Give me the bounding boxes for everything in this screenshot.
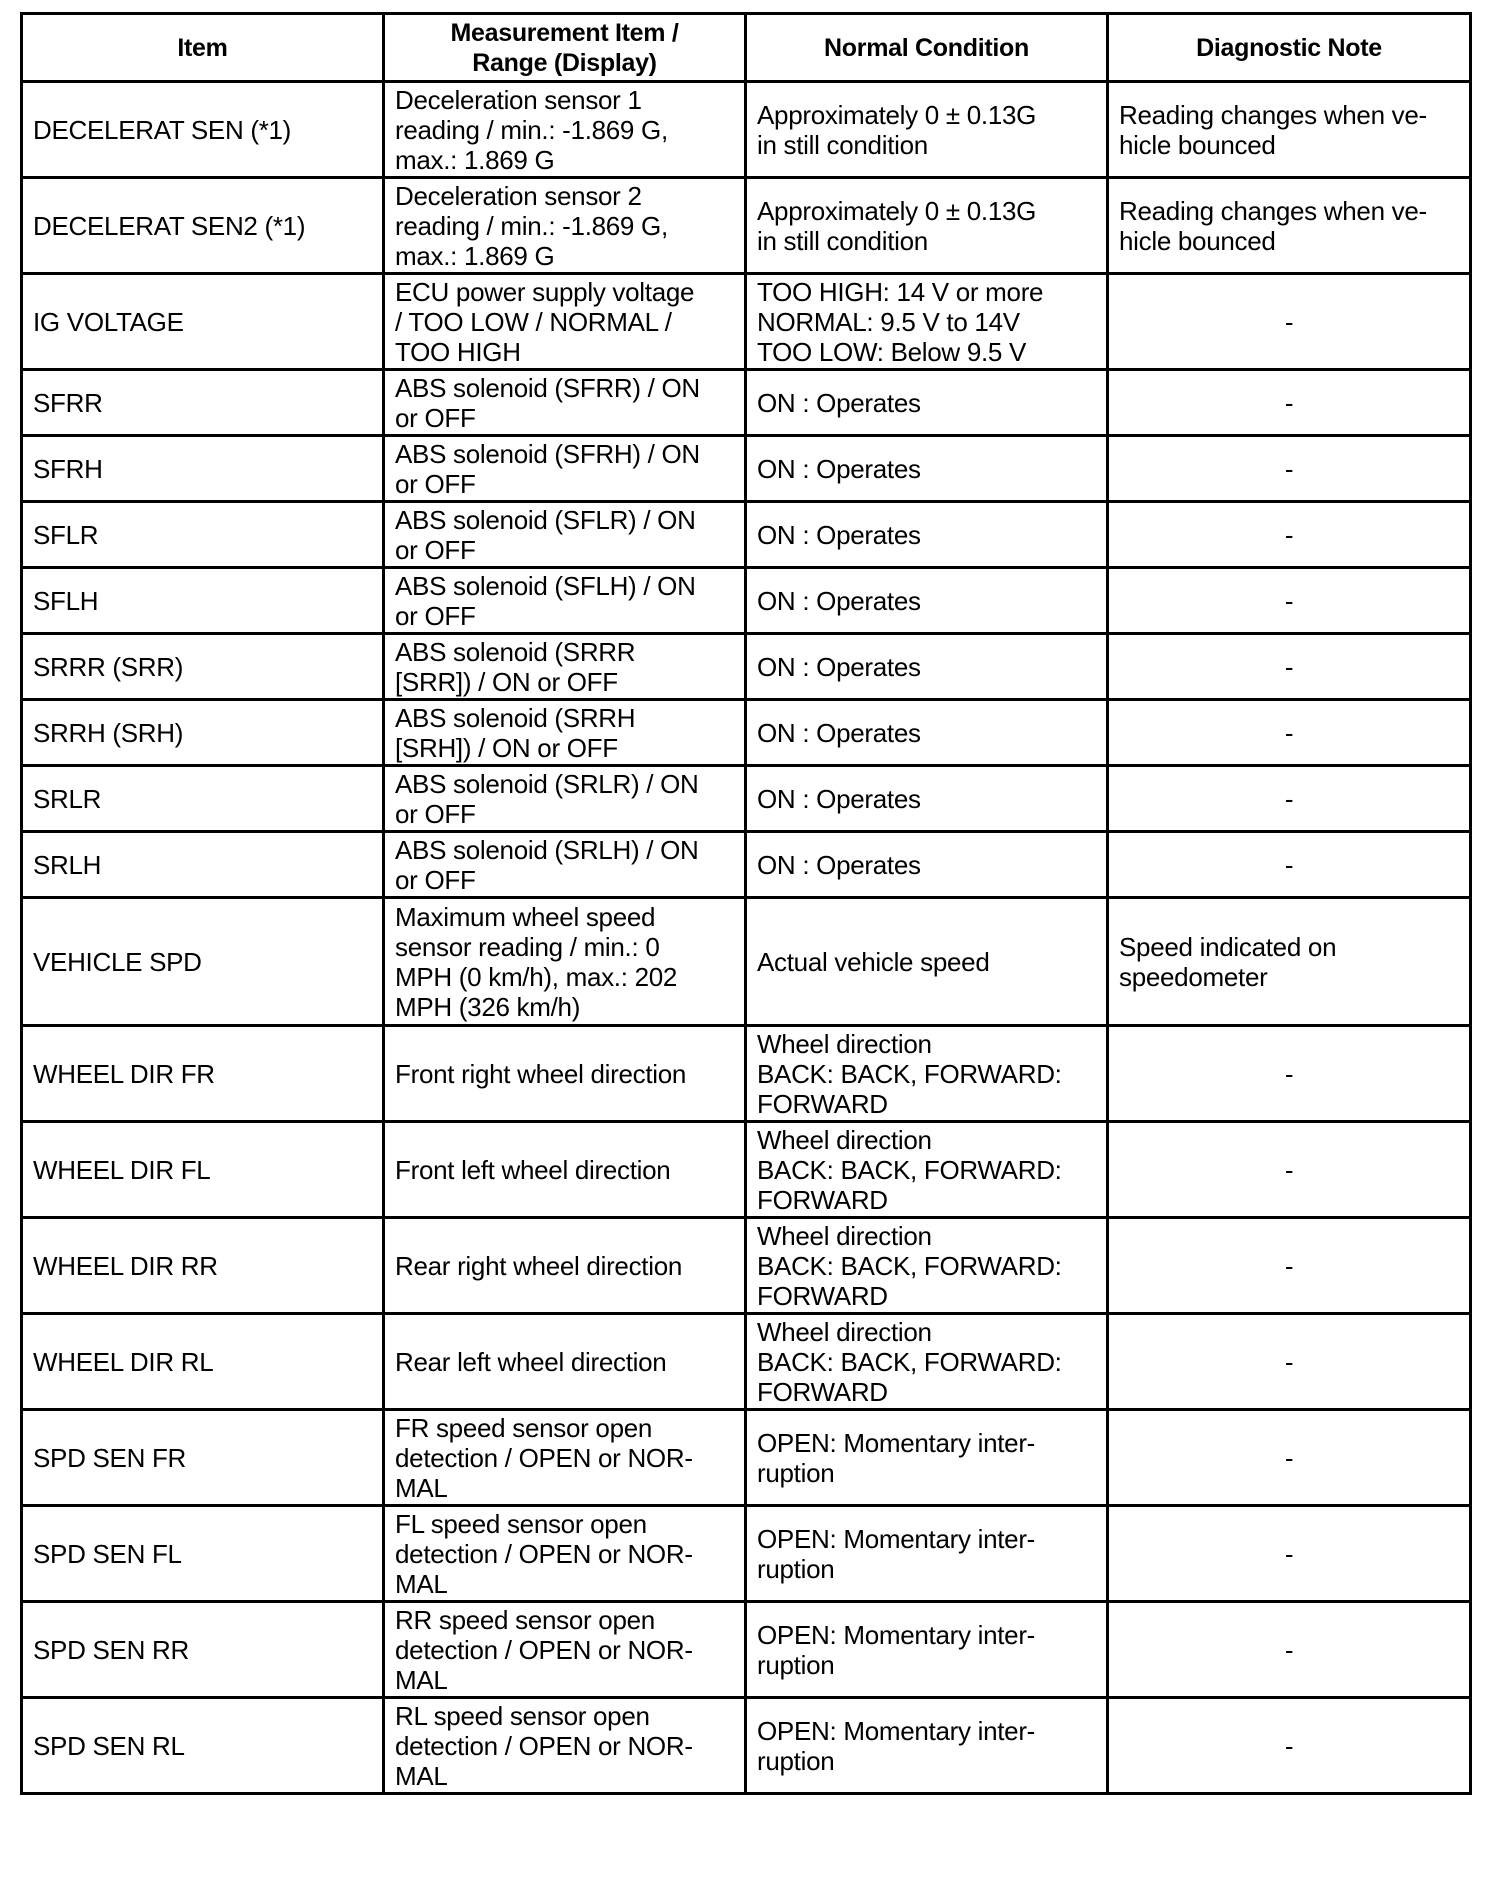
normal-condition-cell: ON : Operates: [746, 436, 1108, 502]
normal-condition-cell: TOO HIGH: 14 V or more NORMAL: 9.5 V to 14V TOO LOW: Below 9.5 V: [746, 274, 1108, 370]
normal-condition-cell: Wheel direction BACK: BACK, FORWARD: FORWARD: [746, 1218, 1108, 1314]
normal-condition-cell: OPEN: Momentary inter- ruption: [746, 1506, 1108, 1602]
diagnostic-note-cell: -: [1108, 1314, 1471, 1410]
item-cell: DECELERAT SEN (*1): [22, 82, 384, 178]
diagnostic-note-cell: -: [1108, 1506, 1471, 1602]
item-cell: WHEEL DIR FR: [22, 1026, 384, 1122]
normal-condition-cell: ON : Operates: [746, 766, 1108, 832]
normal-condition-cell: ON : Operates: [746, 568, 1108, 634]
table-row: [22, 1698, 1471, 1794]
normal-condition-cell: Approximately 0 ± 0.13G in still condition: [746, 178, 1108, 274]
table-row: [22, 1410, 1471, 1506]
item-cell: SFLR: [22, 502, 384, 568]
normal-condition-cell: Wheel direction BACK: BACK, FORWARD: FORWARD: [746, 1122, 1108, 1218]
item-cell: SFLH: [22, 568, 384, 634]
normal-condition-cell: Actual vehicle speed: [746, 898, 1108, 1026]
diagnostic-note-cell: -: [1108, 568, 1471, 634]
diagnostic-note-cell: -: [1108, 502, 1471, 568]
diagnostic-note-cell: -: [1108, 274, 1471, 370]
table-row: [22, 1314, 1471, 1410]
item-cell: SPD SEN RR: [22, 1602, 384, 1698]
item-cell: SRLR: [22, 766, 384, 832]
item-cell: VEHICLE SPD: [22, 898, 384, 1026]
normal-condition-cell: OPEN: Momentary inter- ruption: [746, 1602, 1108, 1698]
item-cell: SPD SEN RL: [22, 1698, 384, 1794]
measurement-cell: ABS solenoid (SRLR) / ON or OFF: [384, 766, 746, 832]
measurement-cell: Deceleration sensor 1 reading / min.: -1.869 G, max.: 1.869 G: [384, 82, 746, 178]
normal-condition-cell: Wheel direction BACK: BACK, FORWARD: FORWARD: [746, 1026, 1108, 1122]
table-row: [22, 178, 1471, 274]
table-row: [22, 82, 1471, 178]
diagnostic-note-cell: -: [1108, 436, 1471, 502]
header-diagnostic-note: Diagnostic Note: [1108, 14, 1471, 82]
table-row: [22, 1026, 1471, 1122]
measurement-cell: Rear left wheel direction: [384, 1314, 746, 1410]
item-cell: SFRR: [22, 370, 384, 436]
item-cell: SRRR (SRR): [22, 634, 384, 700]
header-normal-condition: Normal Condition: [746, 14, 1108, 82]
normal-condition-cell: ON : Operates: [746, 700, 1108, 766]
measurement-cell: ABS solenoid (SFLH) / ON or OFF: [384, 568, 746, 634]
item-cell: SRRH (SRH): [22, 700, 384, 766]
diagnostic-note-cell: -: [1108, 1122, 1471, 1218]
measurement-cell: ABS solenoid (SFRR) / ON or OFF: [384, 370, 746, 436]
measurement-cell: FR speed sensor open detection / OPEN or NOR- MAL: [384, 1410, 746, 1506]
header-item: Item: [22, 14, 384, 82]
table-row: [22, 274, 1471, 370]
diagnostic-note-cell: -: [1108, 832, 1471, 898]
measurement-cell: RR speed sensor open detection / OPEN or NOR- MAL: [384, 1602, 746, 1698]
table-row: [22, 898, 1471, 1026]
item-cell: WHEEL DIR RR: [22, 1218, 384, 1314]
item-cell: SRLH: [22, 832, 384, 898]
diagnostic-note-cell: -: [1108, 634, 1471, 700]
table-row: [22, 502, 1471, 568]
table-row: [22, 1602, 1471, 1698]
diagnostic-note-cell: -: [1108, 700, 1471, 766]
table-row: [22, 1506, 1471, 1602]
measurement-cell: Front right wheel direction: [384, 1026, 746, 1122]
table-row: [22, 1122, 1471, 1218]
measurement-cell: RL speed sensor open detection / OPEN or NOR- MAL: [384, 1698, 746, 1794]
item-cell: WHEEL DIR RL: [22, 1314, 384, 1410]
header-measurement-item: Measurement Item / Range (Display): [384, 14, 746, 82]
diagnostic-note-cell: -: [1108, 1698, 1471, 1794]
table-row: [22, 436, 1471, 502]
measurement-cell: Rear right wheel direction: [384, 1218, 746, 1314]
measurement-cell: FL speed sensor open detection / OPEN or NOR- MAL: [384, 1506, 746, 1602]
table-row: [22, 370, 1471, 436]
normal-condition-cell: ON : Operates: [746, 634, 1108, 700]
measurement-cell: Front left wheel direction: [384, 1122, 746, 1218]
table-row: [22, 1218, 1471, 1314]
diagnostic-note-cell: -: [1108, 370, 1471, 436]
table-row: [22, 832, 1471, 898]
item-cell: DECELERAT SEN2 (*1): [22, 178, 384, 274]
item-cell: IG VOLTAGE: [22, 274, 384, 370]
normal-condition-cell: ON : Operates: [746, 370, 1108, 436]
normal-condition-cell: Wheel direction BACK: BACK, FORWARD: FORWARD: [746, 1314, 1108, 1410]
diagnostic-note-cell: Reading changes when ve- hicle bounced: [1108, 178, 1471, 274]
diagnostic-note-cell: -: [1108, 766, 1471, 832]
measurement-cell: ABS solenoid (SRRH [SRH]) / ON or OFF: [384, 700, 746, 766]
diagnostic-note-cell: Reading changes when ve- hicle bounced: [1108, 82, 1471, 178]
item-cell: WHEEL DIR FL: [22, 1122, 384, 1218]
table-row: [22, 568, 1471, 634]
diagnostic-note-cell: -: [1108, 1218, 1471, 1314]
table-row: [22, 634, 1471, 700]
item-cell: SPD SEN FR: [22, 1410, 384, 1506]
measurement-cell: ABS solenoid (SRRR [SRR]) / ON or OFF: [384, 634, 746, 700]
table-row: [22, 766, 1471, 832]
item-cell: SPD SEN FL: [22, 1506, 384, 1602]
diagnostic-note-cell: Speed indicated on speedometer: [1108, 898, 1471, 1026]
diagnostic-note-cell: -: [1108, 1410, 1471, 1506]
normal-condition-cell: ON : Operates: [746, 502, 1108, 568]
normal-condition-cell: ON : Operates: [746, 832, 1108, 898]
measurement-cell: ABS solenoid (SRLH) / ON or OFF: [384, 832, 746, 898]
normal-condition-cell: Approximately 0 ± 0.13G in still condition: [746, 82, 1108, 178]
data-monitor-table: [20, 12, 1472, 1795]
item-cell: SFRH: [22, 436, 384, 502]
diagnostic-note-cell: -: [1108, 1026, 1471, 1122]
measurement-cell: ABS solenoid (SFLR) / ON or OFF: [384, 502, 746, 568]
measurement-cell: Maximum wheel speed sensor reading / min.: 0 MPH (0 km/h), max.: 202 MPH (326 km/h): [384, 898, 746, 1026]
measurement-cell: ABS solenoid (SFRH) / ON or OFF: [384, 436, 746, 502]
diagnostic-note-cell: -: [1108, 1602, 1471, 1698]
measurement-cell: Deceleration sensor 2 reading / min.: -1.869 G, max.: 1.869 G: [384, 178, 746, 274]
header-row: [22, 14, 1471, 82]
table-row: [22, 700, 1471, 766]
normal-condition-cell: OPEN: Momentary inter- ruption: [746, 1410, 1108, 1506]
normal-condition-cell: OPEN: Momentary inter- ruption: [746, 1698, 1108, 1794]
measurement-cell: ECU power supply voltage / TOO LOW / NORMAL / TOO HIGH: [384, 274, 746, 370]
table-body: [22, 82, 1471, 1794]
